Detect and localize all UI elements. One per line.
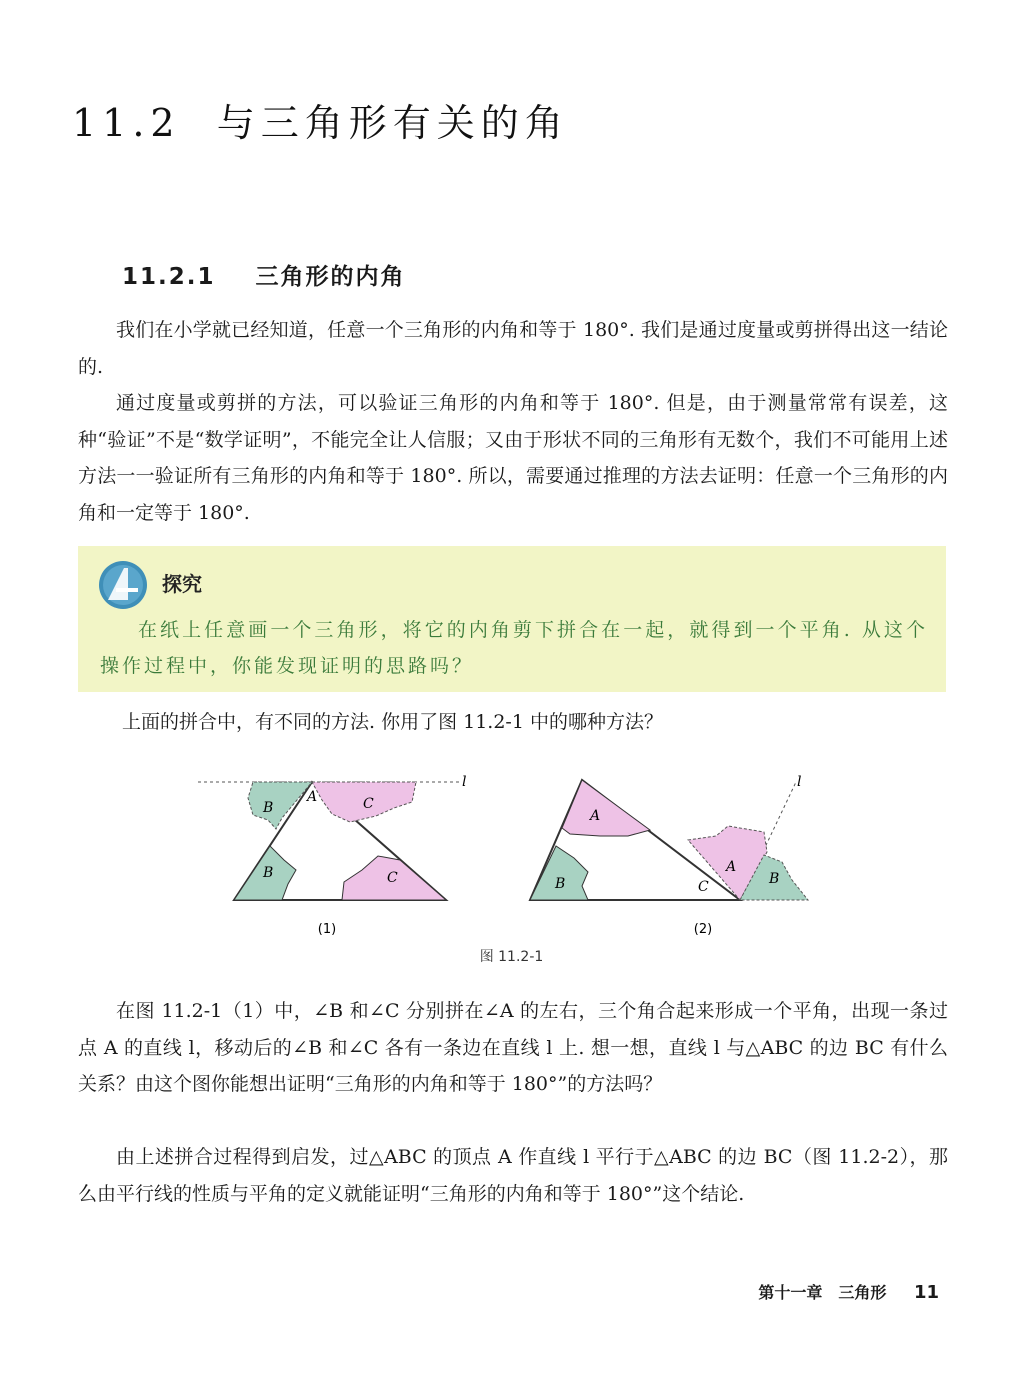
label-a-moved-2: A: [726, 859, 737, 875]
label-b-1: B: [263, 865, 274, 881]
label-l-2: l: [797, 774, 802, 790]
page-title: [72, 92, 569, 147]
label-a-2: A: [590, 808, 601, 824]
sub-caption-1: (1): [317, 922, 337, 937]
sub-caption-2: (2): [693, 922, 713, 937]
label-l-1: l: [462, 774, 467, 790]
label-c-2: C: [698, 879, 709, 895]
page-number: 11: [913, 1282, 939, 1303]
paragraph-5: 由上述拼合过程得到启发，过△ABC 的顶点 A 作直线 l 平行于△ABC 的边 BC（图 11.2-2），那么由平行线的性质与平角的定义就能证明“三角形的内角和等于 180°”这个结论.: [78, 1146, 948, 1205]
figure-part-2: [530, 774, 808, 937]
figure-caption: 图 11.2-1: [479, 949, 544, 965]
figure-part-1: [198, 774, 466, 937]
title-text: 与三角形有关的角: [216, 101, 569, 145]
label-b-2: B: [555, 876, 566, 892]
figure-11-2-1: [150, 760, 850, 945]
angle-a-2: [562, 780, 650, 836]
paragraph-4: 在图 11.2-1（1）中，∠B 和∠C 分别拼在∠A 的左右，三个角合起来形成一个平角，出现一条过点 A 的直线 l，移动后的∠B 和∠C 各有一条边在直线 l 上. 想一想，直线 l 与△ABC 的边 BC 有什么关系？由这个图你能想出证明“三角形的内角和等于 180°”的方法吗？: [78, 1000, 948, 1095]
explore-icon: [98, 560, 148, 610]
chapter-label: 第十一章 三角形: [758, 1283, 887, 1302]
explore-text: 在纸上任意画一个三角形，将它的内角剪下拼合在一起，就得到一个平角. 从这个操作过程中，你能发现证明的思路吗？: [100, 619, 928, 677]
label-c-1: C: [387, 870, 398, 886]
label-c-top-1: C: [363, 796, 374, 812]
paragraph-1: 我们在小学就已经知道，任意一个三角形的内角和等于 180°. 我们是通过度量或剪拼得出这一结论的.: [78, 319, 948, 378]
section-number: 11.2.1: [122, 264, 216, 290]
section-title: [122, 258, 406, 291]
paragraph-2: 通过度量或剪拼的方法，可以验证三角形的内角和等于 180°. 但是，由于测量常常有误差，这种“验证”不是“数学证明”，不能完全让人信服；又由于形状不同的三角形有无数个，我们不可能用上述方法一一验证所有三角形的内角和等于 180°. 所以，需要通过推理的方法去证明：任意一个三角形的内角和一定等于 180°.: [78, 392, 948, 524]
section-text: 三角形的内角: [255, 264, 406, 290]
page-footer: [758, 1280, 939, 1303]
title-number: 11.2: [72, 101, 181, 145]
label-a-1: A: [307, 789, 318, 805]
explore-title: 探究: [162, 572, 202, 596]
explore-box: [78, 546, 946, 692]
label-b-moved-2: B: [769, 871, 780, 887]
label-b-top-1: B: [263, 800, 274, 816]
paragraph-3: 上面的拼合中，有不同的方法. 你用了图 11.2-1 中的哪种方法？: [122, 711, 663, 733]
